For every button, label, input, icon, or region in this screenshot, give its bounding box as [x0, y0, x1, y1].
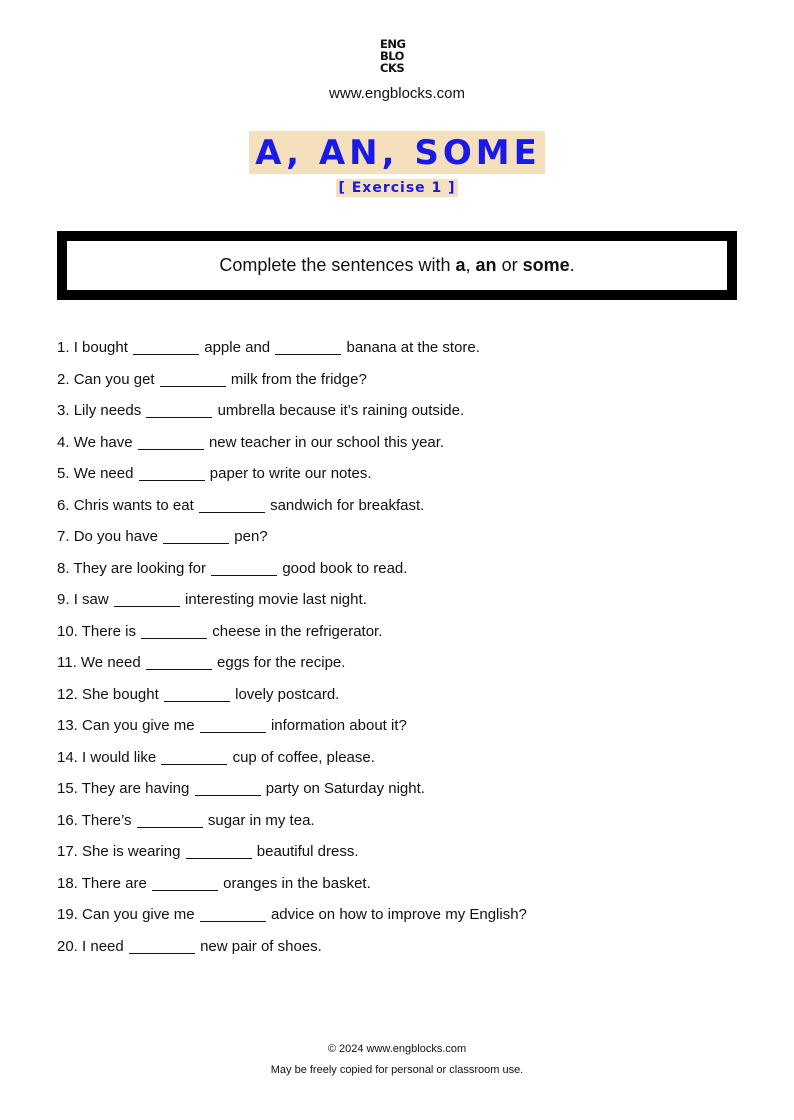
item-number: 10. [57, 622, 78, 640]
item-number: 3. [57, 402, 70, 419]
sentence-text: new pair of shoes. [200, 937, 322, 955]
item-number: 5. [57, 465, 70, 482]
exercise-item [57, 811, 747, 843]
sentence-text: Do you have [73, 528, 158, 545]
answer-blank[interactable] [133, 338, 199, 355]
answer-blank[interactable] [139, 464, 205, 481]
sentence-text: party on Saturday night. [265, 780, 425, 797]
answer-blank[interactable] [186, 842, 252, 859]
sentence-text: We need [73, 465, 134, 482]
item-number: 7. [57, 528, 70, 545]
answer-blank[interactable] [163, 527, 229, 544]
answer-blank[interactable] [200, 716, 266, 733]
sentence-text: eggs for the recipe. [217, 654, 346, 671]
item-number: 13. [57, 717, 78, 734]
option-an: an [475, 255, 497, 275]
sentence-text: She is wearing [82, 843, 181, 860]
item-number: 14. [57, 748, 78, 766]
sentence-text: Can you give me [82, 906, 195, 923]
sentence-text: I saw [73, 591, 109, 608]
sentence-text: They are looking for [73, 559, 206, 577]
sentence-text: advice on how to improve my English? [270, 906, 527, 923]
answer-blank[interactable] [164, 685, 230, 702]
answer-blank[interactable] [152, 874, 218, 891]
item-number: 1. [57, 339, 70, 356]
sentence-text: information about it? [270, 717, 407, 734]
sentence-text: There’s [81, 811, 132, 829]
exercise-list [57, 338, 747, 968]
sentence-text: umbrella because it’s raining outside. [217, 402, 465, 419]
page-title: A, AN, SOME [249, 131, 545, 174]
sentence-text: Can you get [73, 370, 155, 388]
option-a: a [455, 255, 466, 275]
answer-blank[interactable] [199, 496, 265, 513]
logo-line-3: CKS [380, 61, 405, 75]
sentence-text: Chris wants to eat [73, 496, 194, 514]
exercise-item [57, 401, 747, 433]
exercise-item [57, 433, 747, 465]
exercise-item [57, 874, 747, 906]
exercise-item [57, 748, 747, 780]
sentence-text: I bought [73, 339, 128, 356]
exercise-item [57, 779, 747, 811]
item-number: 2. [57, 370, 70, 388]
item-number: 20. [57, 937, 78, 955]
sentence-text: lovely postcard. [235, 685, 340, 703]
item-number: 17. [57, 843, 78, 860]
answer-blank[interactable] [114, 590, 180, 607]
sentence-text: pen? [234, 528, 268, 545]
answer-blank[interactable] [195, 779, 261, 796]
sentence-text: good book to read. [282, 559, 408, 577]
exercise-item [57, 370, 747, 402]
sentence-text: Can you give me [82, 717, 195, 734]
answer-blank[interactable] [211, 559, 277, 576]
sentence-text: new teacher in our school this year. [208, 433, 445, 451]
item-number: 16. [57, 811, 78, 829]
sentence-text: cheese in the refrigerator. [212, 622, 383, 640]
exercise-item [57, 905, 747, 937]
item-number: 4. [57, 433, 70, 451]
site-url: www.engblocks.com [329, 85, 465, 102]
item-number: 12. [57, 685, 78, 703]
sentence-text: We need [80, 654, 141, 671]
item-number: 11. [57, 654, 77, 671]
sentence-text: I would like [82, 748, 157, 766]
footer-copyright: © 2024 www.engblocks.com [327, 1043, 467, 1055]
answer-blank[interactable] [138, 433, 204, 450]
sentence-text: There are [81, 874, 147, 892]
exercise-item [57, 527, 747, 559]
item-number: 15. [57, 780, 78, 797]
exercise-item [57, 685, 747, 717]
sentence-text: There is [81, 622, 136, 640]
sentence-text: We have [73, 433, 133, 451]
sentence-text: beautiful dress. [256, 843, 359, 860]
sentence-text: paper to write our notes. [209, 465, 372, 482]
answer-blank[interactable] [161, 748, 227, 765]
sentence-text: Lily needs [73, 402, 142, 419]
option-some: some [522, 255, 570, 275]
sentence-text: cup of coffee, please. [232, 748, 375, 766]
engblocks-logo [380, 38, 414, 74]
sentence-text: I need [82, 937, 124, 955]
exercise-item [57, 716, 747, 748]
exercise-item [57, 464, 747, 496]
answer-blank[interactable] [141, 622, 207, 639]
item-number: 9. [57, 591, 70, 608]
exercise-item [57, 338, 747, 370]
logo-line-1: ENG [380, 37, 406, 51]
answer-blank[interactable] [146, 401, 212, 418]
sentence-text: interesting movie last night. [185, 591, 367, 608]
sentence-text: oranges in the basket. [223, 874, 371, 892]
item-number: 8. [57, 559, 70, 577]
answer-blank[interactable] [137, 811, 203, 828]
sentence-text: She bought [82, 685, 159, 703]
item-number: 19. [57, 906, 78, 923]
answer-blank[interactable] [160, 370, 226, 387]
answer-blank[interactable] [129, 937, 195, 954]
footer-license: May be freely copied for personal or classroom use. [270, 1064, 524, 1076]
exercise-item [57, 590, 747, 622]
sentence-text: apple and [204, 339, 271, 356]
sentence-text: banana at the store. [346, 339, 480, 356]
instructions-box [57, 231, 737, 300]
item-number: 6. [57, 496, 70, 514]
answer-blank[interactable] [200, 905, 266, 922]
sentence-text: They are having [81, 780, 190, 797]
answer-blank[interactable] [275, 338, 341, 355]
sentence-text: sandwich for breakfast. [270, 496, 425, 514]
exercise-item [57, 622, 747, 654]
exercise-item [57, 842, 747, 874]
exercise-item [57, 496, 747, 528]
answer-blank[interactable] [146, 653, 212, 670]
exercise-item [57, 559, 747, 591]
exercise-item [57, 937, 747, 969]
sentence-text: sugar in my tea. [207, 811, 315, 829]
sentence-text: milk from the fridge? [230, 370, 367, 388]
exercise-subtitle: [ Exercise 1 ] [338, 180, 456, 196]
logo-line-2: BLO [380, 49, 404, 63]
instructions-text: Complete the sentences with a, an or some. [219, 255, 575, 275]
item-number: 18. [57, 874, 78, 892]
exercise-item [57, 653, 747, 685]
